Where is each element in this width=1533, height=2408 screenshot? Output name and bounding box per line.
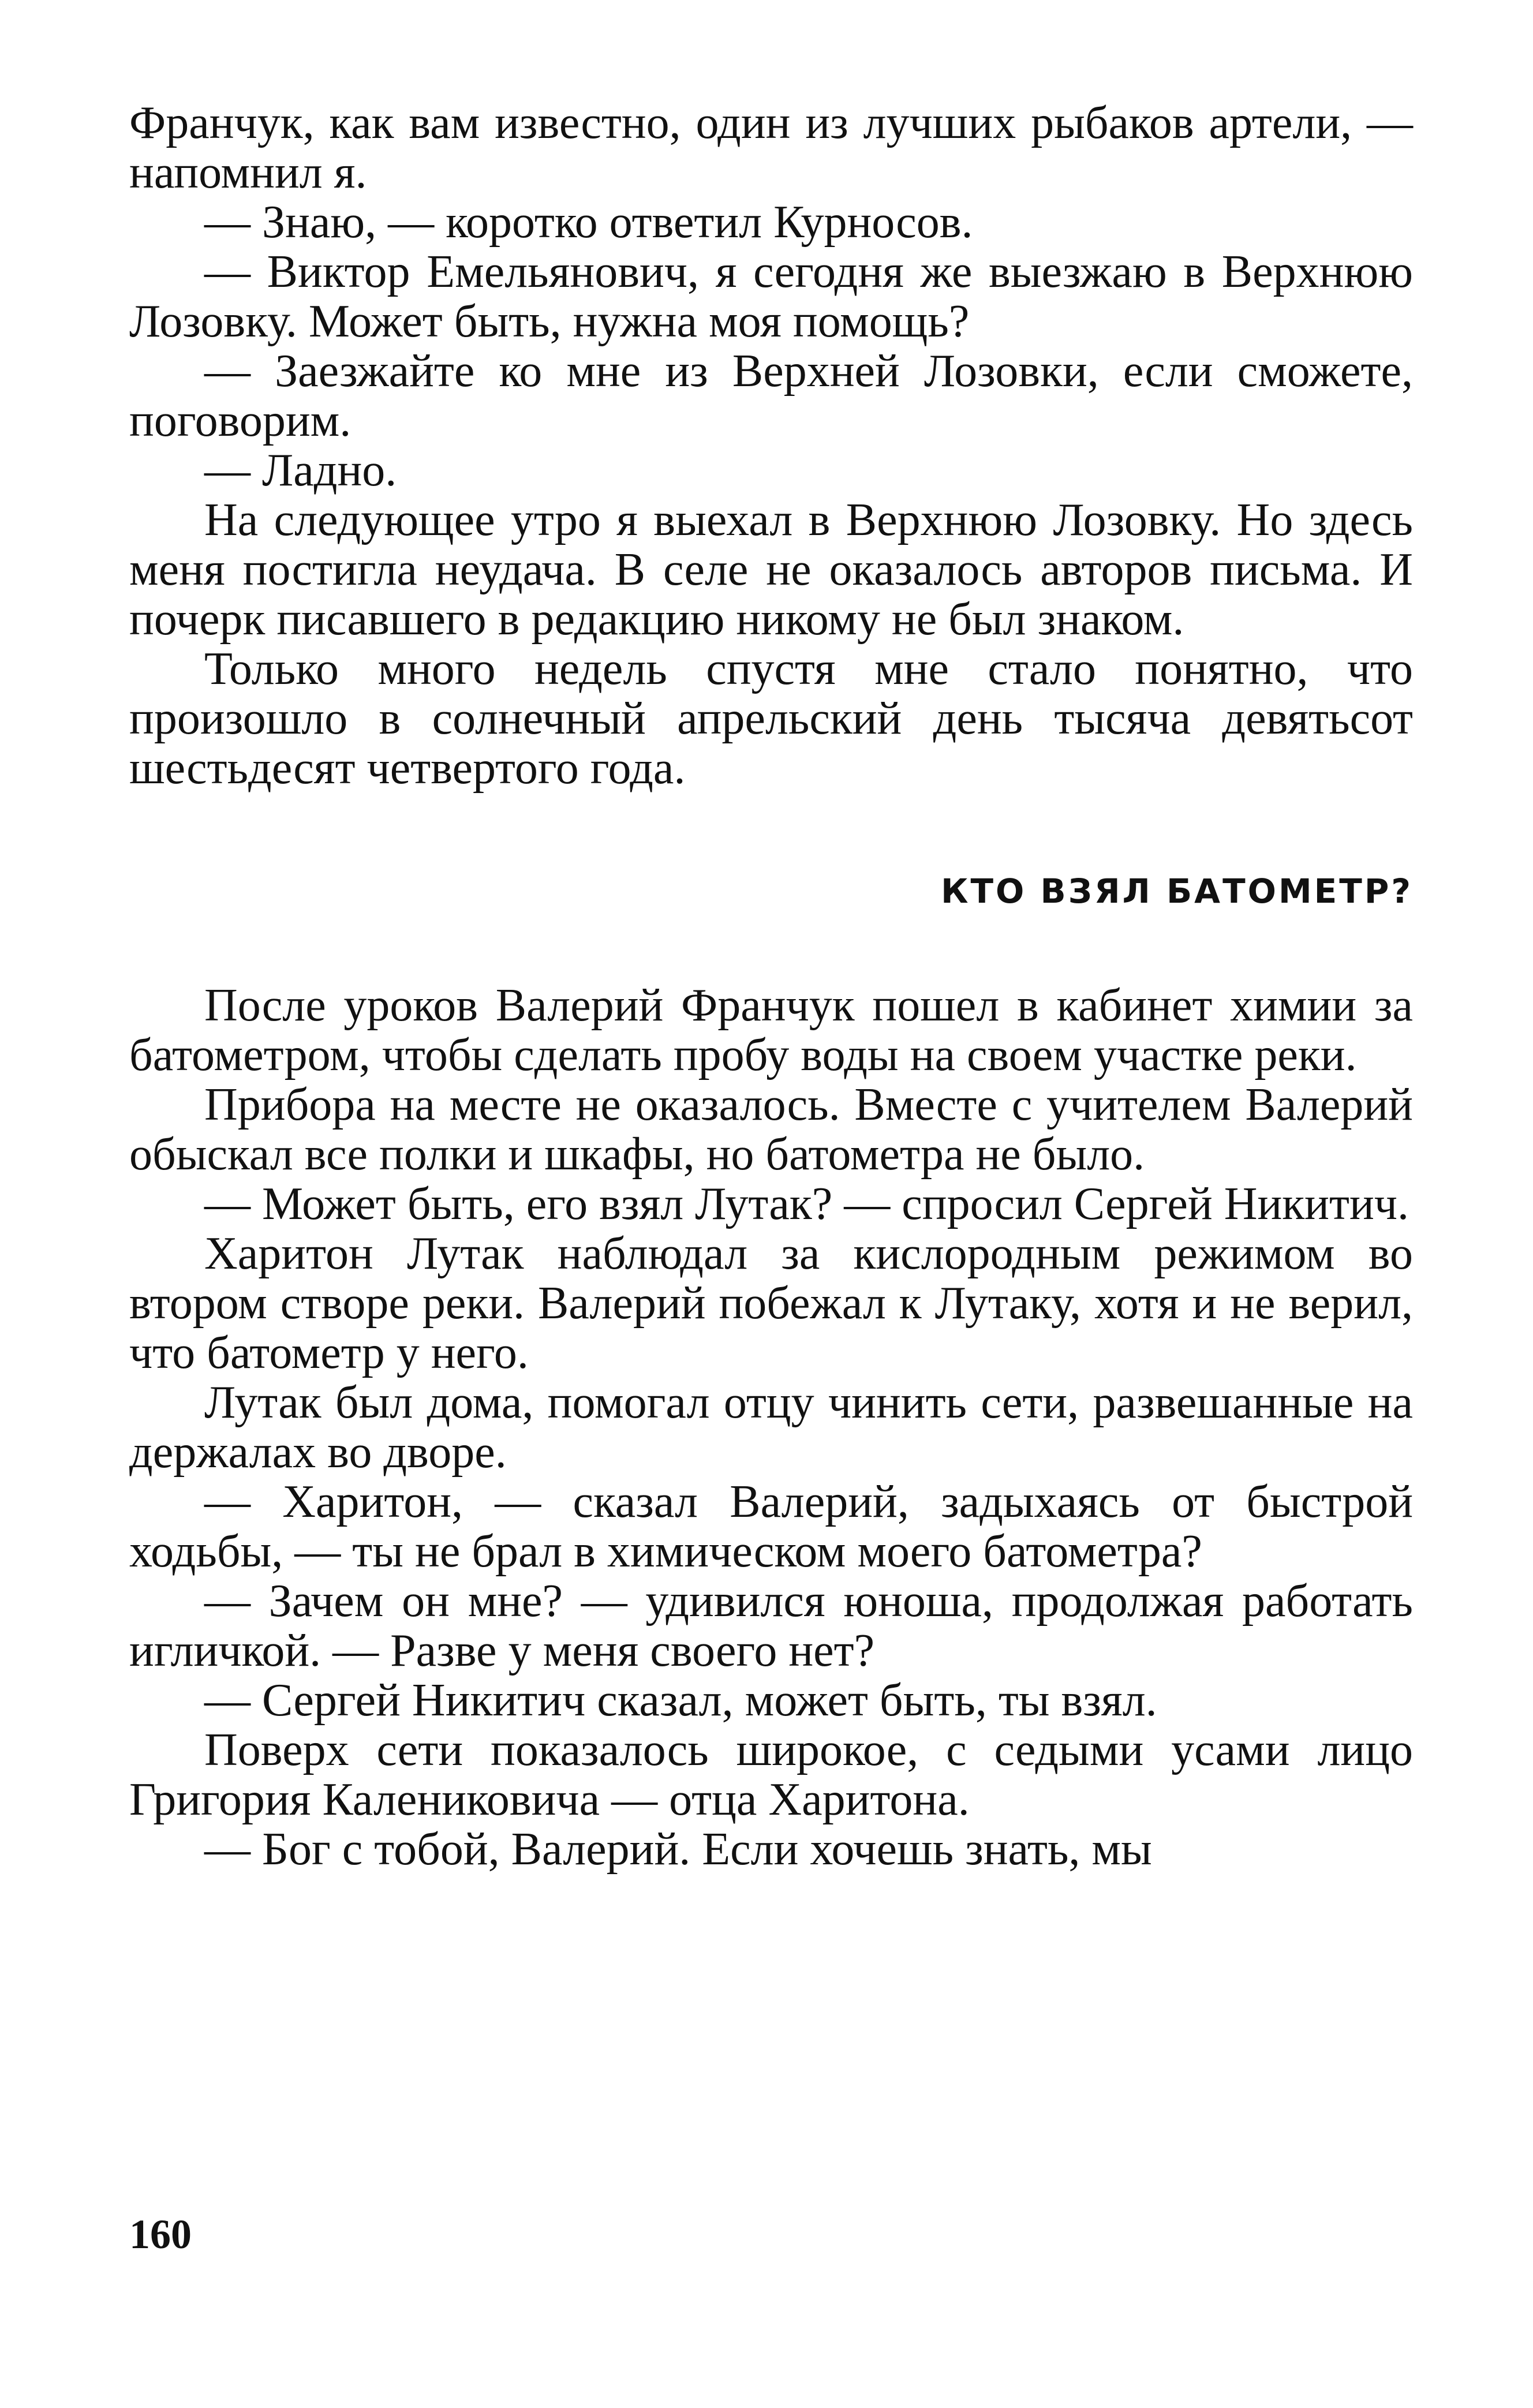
paragraph: Харитон Лутак наблюдал за кислородным режимом во втором створе реки. Валерий побежал к Лутаку, хотя и не верил, что батометр у него. <box>129 1228 1413 1378</box>
paragraph: — Может быть, его взял Лутак? — спросил Сергей Никитич. <box>204 1179 1409 1229</box>
paragraph: На следующее утро я выехал в Верхнюю Лозовку. Но здесь меня постигла неудача. В селе не оказалось авторов письма. И почерк писавшего в редакцию никому не был знаком. <box>129 495 1413 645</box>
paragraph: — Виктор Емельянович, я сегодня же выезжаю в Верхнюю Лозовку. Может быть, нужна моя помощь? <box>129 246 1413 347</box>
paragraph: — Харитон, — сказал Валерий, задыхаясь от быстрой ходьбы, — ты не брал в химическом моего батометра? <box>129 1476 1413 1577</box>
paragraph: Только много недель спустя мне стало понятно, что произошло в солнечный апрельский день тысяча девятьсот шестьдесят четвертого года. <box>129 644 1413 794</box>
page-number: 160 <box>129 2211 192 2257</box>
paragraph: — Ладно. <box>204 445 397 496</box>
paragraph: Франчук, как вам известно, один из лучших рыбаков артели, — напомнил я. <box>129 98 1413 198</box>
paragraph: Лутак был дома, помогал отцу чинить сети, развешанные на держалах во дворе. <box>129 1377 1413 1478</box>
chapter-heading: КТО ВЗЯЛ БАТОМЕТР? <box>941 872 1413 911</box>
paragraph: — Сергей Никитич сказал, может быть, ты взял. <box>204 1675 1157 1726</box>
paragraph: — Знаю, — коротко ответил Курносов. <box>204 197 973 248</box>
paragraph: Прибора на месте не оказалось. Вместе с учителем Валерий обыскал все полки и шкафы, но батометра не было. <box>129 1079 1413 1180</box>
paragraph: — Заезжайте ко мне из Верхней Лозовки, если сможете, поговорим. <box>129 346 1413 446</box>
paragraph: — Бог с тобой, Валерий. Если хочешь знать, мы <box>204 1824 1152 1875</box>
text-section-chapter <box>129 981 1413 1874</box>
paragraph: Поверх сети показалось широкое, с седыми усами лицо Григория Калениковича — отца Харитона. <box>129 1725 1413 1825</box>
paragraph: — Зачем он мне? — удивился юноша, продолжая работать игличкой. — Разве у меня своего нет? <box>129 1576 1413 1676</box>
book-page <box>129 98 1413 1874</box>
text-section-continuation <box>129 98 1413 793</box>
paragraph: После уроков Валерий Франчук пошел в кабинет химии за батометром, чтобы сделать пробу воды на своем участке реки. <box>129 980 1413 1080</box>
